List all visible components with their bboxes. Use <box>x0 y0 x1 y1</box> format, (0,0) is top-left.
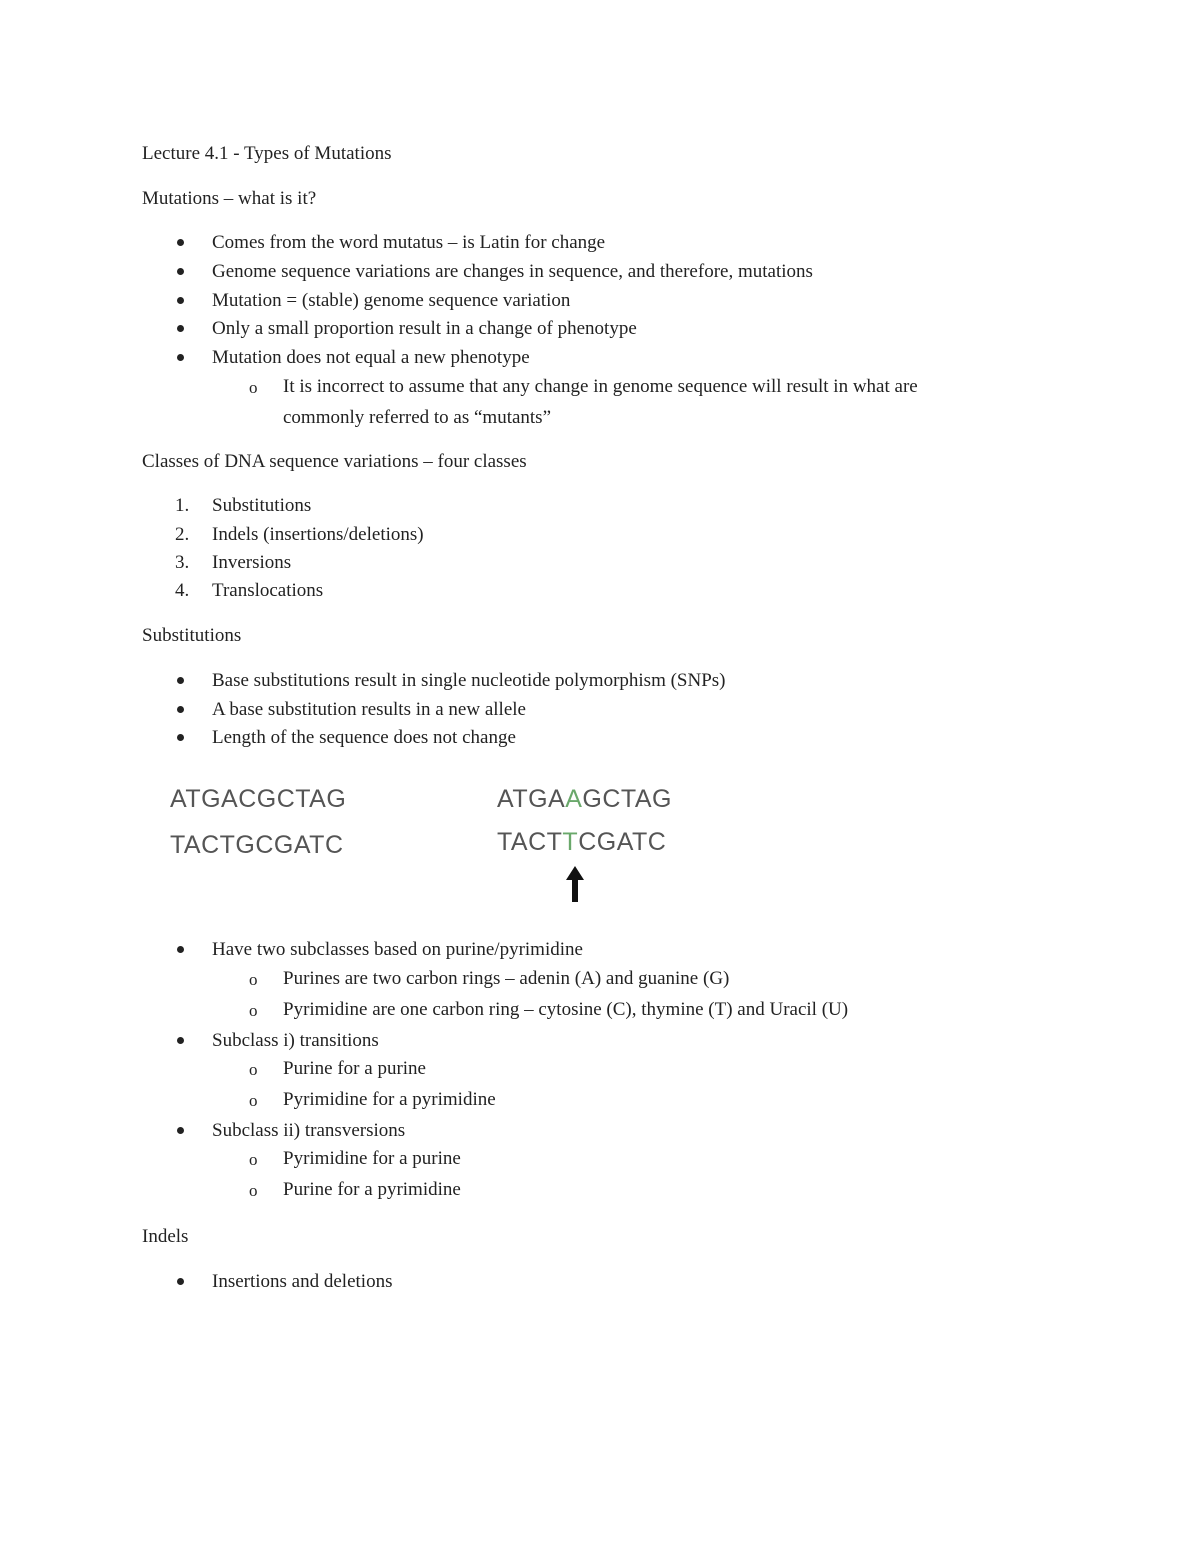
substituted-base-bottom: T <box>562 828 579 856</box>
bullet-dot <box>177 1127 184 1134</box>
list-item: Only a small proportion result in a change of phenotype <box>212 318 637 339</box>
section-heading-mutations: Mutations – what is it? <box>142 188 317 209</box>
mutant-top-suffix: GCTAG <box>582 785 672 813</box>
sub-bullet-marker: o <box>249 1181 258 1200</box>
bullet-dot <box>177 1278 184 1285</box>
list-item: A base substitution results in a new allele <box>212 699 526 720</box>
sub-list-item: It is incorrect to assume that any change in genome sequence will result in what are <box>283 376 918 397</box>
list-number: 3. <box>175 552 190 573</box>
section-heading-classes: Classes of DNA sequence variations – four classes <box>142 451 527 472</box>
sub-list-item-continued: commonly referred to as “mutants” <box>283 407 552 428</box>
bullet-dot <box>177 946 184 953</box>
numbered-item: Substitutions <box>212 495 312 516</box>
list-number: 2. <box>175 524 190 545</box>
mutant-bottom-prefix: TACT <box>497 828 563 856</box>
bullet-dot <box>177 677 184 684</box>
numbered-item: Translocations <box>212 580 324 601</box>
numbered-item: Indels (insertions/deletions) <box>212 524 424 545</box>
list-number: 4. <box>175 580 190 601</box>
list-item: Mutation does not equal a new phenotype <box>212 347 530 368</box>
mutant-strand-bottom <box>497 827 666 857</box>
bullet-dot <box>177 239 184 246</box>
sub-bullet-marker: o <box>249 378 258 397</box>
sub-list-item: Pyrimidine for a purine <box>283 1148 461 1169</box>
list-item: Have two subclasses based on purine/pyrimidine <box>212 939 583 960</box>
list-item: Subclass i) transitions <box>212 1030 379 1051</box>
numbered-item: Inversions <box>212 552 292 573</box>
list-item: Base substitutions result in single nucleotide polymorphism (SNPs) <box>212 670 726 691</box>
sub-list-item: Purines are two carbon rings – adenin (A) and guanine (G) <box>283 968 730 989</box>
list-item: Insertions and deletions <box>212 1271 393 1292</box>
bullet-dot <box>177 354 184 361</box>
page-title: Lecture 4.1 - Types of Mutations <box>142 143 392 164</box>
list-item: Comes from the word mutatus – is Latin for change <box>212 232 606 253</box>
sub-list-item: Purine for a pyrimidine <box>283 1179 461 1200</box>
sub-list-item: Pyrimidine are one carbon ring – cytosine (C), thymine (T) and Uracil (U) <box>283 999 849 1020</box>
bullet-dot <box>177 734 184 741</box>
sub-list-item: Purine for a purine <box>283 1058 426 1079</box>
bullet-dot <box>177 297 184 304</box>
section-heading-indels: Indels <box>142 1226 189 1247</box>
bullet-dot <box>177 268 184 275</box>
bullet-dot <box>177 706 184 713</box>
sub-bullet-marker: o <box>249 1060 258 1079</box>
list-item: Length of the sequence does not change <box>212 727 516 748</box>
mutant-strand-top <box>497 784 672 814</box>
list-item: Subclass ii) transversions <box>212 1120 406 1141</box>
bullet-dot <box>177 325 184 332</box>
original-strand-top: ATGACGCTAG <box>170 785 347 813</box>
mutant-top-prefix: ATGA <box>497 785 566 813</box>
list-item: Genome sequence variations are changes in sequence, and therefore, mutations <box>212 261 813 282</box>
sub-bullet-marker: o <box>249 1091 258 1110</box>
sub-bullet-marker: o <box>249 1001 258 1020</box>
list-number: 1. <box>175 495 190 516</box>
arrow-up-icon <box>565 866 585 902</box>
sub-bullet-marker: o <box>249 970 258 989</box>
substituted-base-top: A <box>565 785 583 813</box>
list-item: Mutation = (stable) genome sequence variation <box>212 290 571 311</box>
section-heading-substitutions: Substitutions <box>142 625 242 646</box>
bullet-dot <box>177 1037 184 1044</box>
original-strand-bottom: TACTGCGATC <box>170 831 344 859</box>
sub-list-item: Pyrimidine for a pyrimidine <box>283 1089 496 1110</box>
sub-bullet-marker: o <box>249 1150 258 1169</box>
mutant-bottom-suffix: CGATC <box>578 828 667 856</box>
